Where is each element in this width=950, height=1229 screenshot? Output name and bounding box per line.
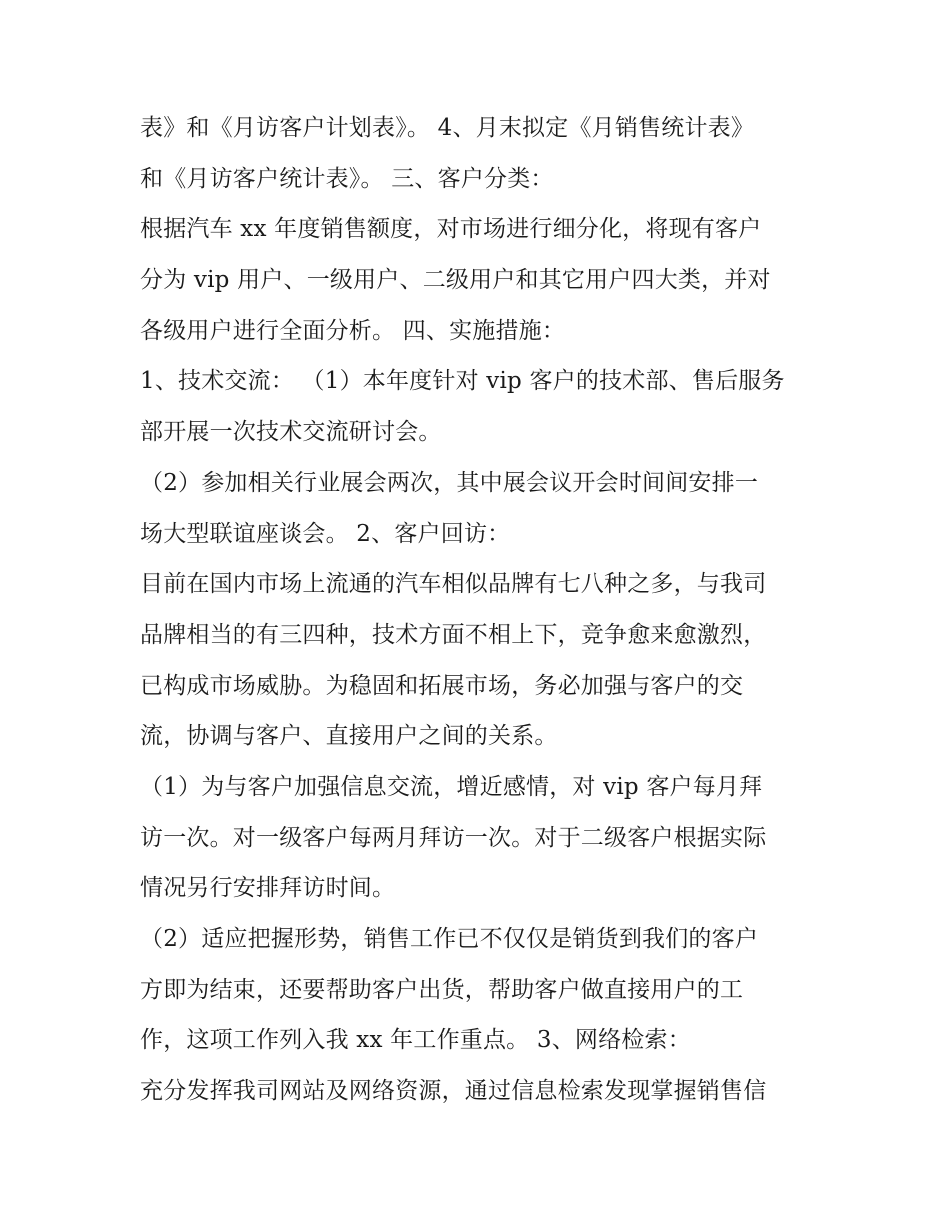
text-line: 和《月访客户统计表》。 三、客户分类：: [140, 165, 554, 192]
text-line: （2）参加相关行业展会两次，其中展会议开会时间间安排一: [140, 469, 759, 496]
text-line: 表》和《月访客户计划表》。 4、月末拟定《月销售统计表》: [140, 115, 755, 141]
text-line: 目前在国内市场上流通的汽车相似品牌有七八种之多，与我司: [140, 571, 767, 598]
text-line: 场大型联谊座谈会。 2、客户回访：: [140, 520, 511, 547]
text-line: （2）适应把握形势，销售工作已不仅仅是销货到我们的客户: [140, 926, 759, 952]
text-line: 已构成市场威胁。为稳固和拓展市场，务必加强与客户的交: [140, 672, 744, 699]
text-line: 方即为结束，还要帮助客户出货，帮助客户做直接用户的工: [140, 976, 744, 1003]
text-line: 各级用户进行全面分析。 四、实施措施：: [140, 317, 566, 344]
text-line: 根据汽车 xx 年度销售额度，对市场进行细分化，将现有客户: [140, 216, 762, 243]
text-line: 情况另行安排拜访时间。: [140, 875, 396, 902]
text-line: 作，这项工作列入我 xx 年工作重点。 3、网络检索：: [140, 1027, 691, 1054]
text-line: 充分发挥我司网站及网络资源，通过信息检索发现掌握销售信: [140, 1078, 767, 1105]
text-line: 品牌相当的有三四种，技术方面不相上下，竞争愈来愈激烈，: [140, 621, 767, 648]
text-line: 部开展一次技术交流研讨会。: [140, 419, 442, 446]
text-line: 1、技术交流： （1）本年度针对 vip 客户的技术部、售后服务: [140, 368, 785, 395]
text-line: 流，协调与客户、直接用户之间的关系。: [140, 723, 558, 750]
text-line: 分为 vip 用户、一级用户、二级用户和其它用户四大类，并对: [140, 267, 771, 294]
text-line: 访一次。对一级客户每两月拜访一次。对于二级客户根据实际: [140, 824, 767, 851]
document-body: [140, 103, 830, 1117]
text-line: （1）为与客户加强信息交流，增近感情，对 vip 客户每月拜: [140, 773, 763, 800]
